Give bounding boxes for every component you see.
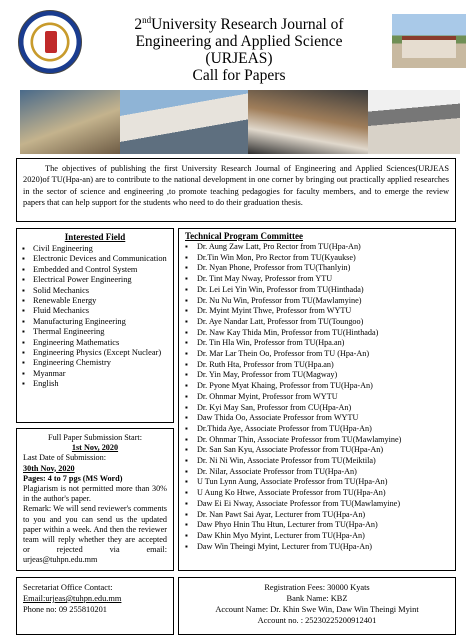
account-name: Account Name: Dr. Khin Swe Win, Daw Win Theingi Myint <box>215 605 419 614</box>
field-item: ▪ Renewable Energy <box>21 296 169 306</box>
contact-phone: Phone no: 09 255810201 <box>23 605 107 614</box>
committee-member: ▪ Dr.Tin Win Mon, Pro Rector from TU(Kyaukse) <box>183 253 451 264</box>
objective-text: The objectives of publishing the first University Research Journal of Engineering and Applied Sciences(URJEAS 2020)of TU(Hpa-an) are to contribute to the national development in one corner by bringing out practically applied researches in the sector of science and engineering ,to promote teaching pedagogies for faculty members, and to emerge the review papers that can help support for the students who need to do their graduation thesis. <box>16 158 456 222</box>
header <box>0 0 474 88</box>
committee-member: ▪ Dr. Aye Nandar Latt, Professor from TU(Toungoo) <box>183 317 451 328</box>
field-item: ▪ Myanmar <box>21 369 169 379</box>
committee-member: ▪ Daw Win Theingi Myint, Lecturer from TU(Hpa-An) <box>183 542 451 553</box>
field-item: ▪ Civil Engineering <box>21 244 169 254</box>
submission-dates-box <box>16 428 174 571</box>
committee-member: ▪ Dr. Yin May, Professor from TU(Magway) <box>183 370 451 381</box>
field-item: ▪ Electronic Devices and Communication <box>21 254 169 264</box>
committee-member: ▪ Dr. Nilar, Associate Professor from TU(Hpa-An) <box>183 467 451 478</box>
start-label: Full Paper Submission Start: <box>48 433 142 442</box>
committee-member: ▪ Daw Ei Ei Nway, Associate Professor from TU(Mawlamyine) <box>183 499 451 510</box>
field-item: ▪ Thermal Engineering <box>21 327 169 337</box>
title-line-2: Engineering and Applied Science <box>135 33 343 51</box>
title-line-3: (URJEAS) <box>205 50 273 68</box>
committee-member: ▪ Dr. San San Kyu, Associate Professor from TU(Hpa-An) <box>183 445 451 456</box>
committee-member: ▪ Dr.Thida Aye, Associate Professor from TU(Hpa-An) <box>183 424 451 435</box>
photo-strip <box>20 90 460 154</box>
committee-member: ▪ Dr. Tint May Nway, Professor from YTU <box>183 274 451 285</box>
field-item: ▪ English <box>21 379 169 389</box>
committee-member: ▪ Dr. Ohnmar Myint, Professor from WYTU <box>183 392 451 403</box>
contact-email[interactable]: Email:urjeas@tuhpn.edu.mm <box>23 594 122 603</box>
committee-list <box>183 242 451 552</box>
field-item: ▪ Embedded and Control System <box>21 265 169 275</box>
page-limit: Pages: 4 to 7 pgs (MS Word) <box>23 473 123 483</box>
committee-member: ▪ Dr. Naw Kay Thida Min, Professor from TU(Hinthada) <box>183 328 451 339</box>
contact-title: Secretariat Office Contact: <box>23 583 113 592</box>
field-item: ▪ Manufacturing Engineering <box>21 317 169 327</box>
last-date: 30th Nov, 2020 <box>23 463 75 473</box>
committee-member: ▪ Dr. Nan Pawt Sai Ayar, Lecturer from TU(Hpa-An) <box>183 510 451 521</box>
interested-field-title: Interested Field <box>64 232 126 242</box>
classroom-photo <box>368 90 460 154</box>
title-line-4: Call for Papers <box>192 67 286 85</box>
field-item: ▪ Fluid Mechanics <box>21 306 169 316</box>
last-date-label: Last Date of Submission: <box>23 453 107 463</box>
committee-member: ▪ Dr. Aung Zaw Latt, Pro Rector from TU(Hpa-An) <box>183 242 451 253</box>
students-photo-2 <box>120 90 248 154</box>
committee-title: Technical Program Committee <box>185 231 303 241</box>
interested-field-box <box>16 228 174 423</box>
committee-member: ▪ Dr. Ni Ni Win, Associate Professor from TU(Meiktila) <box>183 456 451 467</box>
committee-member: ▪ U Tun Lynn Aung, Associate Professor from TU(Hpa-An) <box>183 477 451 488</box>
field-item: ▪ Engineering Physics (Except Nuclear) <box>21 348 169 358</box>
start-date: 1st Nov, 2020 <box>71 443 119 453</box>
committee-member: ▪ Dr. Pyone Myat Khaing, Professor from TU(Hpa-An) <box>183 381 451 392</box>
field-item: ▪ Engineering Mathematics <box>21 338 169 348</box>
university-logo <box>18 10 82 74</box>
committee-member: ▪ Dr. Ruth Hta, Professor from TU(Hpa.an) <box>183 360 451 371</box>
interested-field-list <box>21 244 169 390</box>
campus-photo <box>392 14 466 68</box>
lab-photo <box>248 90 368 154</box>
remark-note: Remark: We will send reviewer's comments to you and you can send us the updated paper within a week. And then the reviewer team will reply whether they are accepted or rejected via email: urjeas@tuhpn.edu.mm <box>23 504 167 565</box>
account-number: Account no. : 25230225200912401 <box>257 616 377 625</box>
students-photo-1 <box>20 90 120 154</box>
field-item: ▪ Electrical Power Engineering <box>21 275 169 285</box>
committee-member: ▪ Dr. Kyi May San, Professor from CU(Hpa-An) <box>183 403 451 414</box>
committee-member: ▪ Dr. Myint Myint Thwe, Professor from WYTU <box>183 306 451 317</box>
plagiarism-note: Plagiarism is not permitted more than 30% in the author's paper. <box>23 484 167 504</box>
fees-box <box>178 577 456 635</box>
registration-fee: Registration Fees: 30000 Kyats <box>264 583 370 592</box>
committee-member: ▪ U Aung Ko Htwe, Associate Professor from TU(Hpa-An) <box>183 488 451 499</box>
contact-box <box>16 577 174 635</box>
committee-member: ▪ Dr. Lei Lei Yin Win, Professor from TU(Hinthada) <box>183 285 451 296</box>
committee-box <box>178 228 456 571</box>
page-title <box>94 12 384 84</box>
committee-member: ▪ Daw Thida Oo, Associate Professor from WYTU <box>183 413 451 424</box>
committee-member: ▪ Dr. Tin Hla Win, Professor from TU(Hpa.an) <box>183 338 451 349</box>
title-line-1: 2ndUniversity Research Journal of <box>134 15 344 34</box>
committee-member: ▪ Daw Khin Myo Myint, Lecturer from TU(Hpa-An) <box>183 531 451 542</box>
committee-member: ▪ Dr. Nu Nu Win, Professor from TU(Mawlamyine) <box>183 296 451 307</box>
committee-member: ▪ Daw Phyo Hnin Thu Htun, Lecturer from TU(Hpa-An) <box>183 520 451 531</box>
bank-name: Bank Name: KBZ <box>286 594 348 603</box>
committee-member: ▪ Dr. Mar Lar Thein Oo, Professor from TU (Hpa-An) <box>183 349 451 360</box>
field-item: ▪ Solid Mechanics <box>21 286 169 296</box>
committee-member: ▪ Dr. Nyan Phone, Professor from TU(Thanlyin) <box>183 263 451 274</box>
field-item: ▪ Engineering Chemistry <box>21 358 169 368</box>
committee-member: ▪ Dr. Ohnmar Thin, Associate Professor from TU(Mawlamyine) <box>183 435 451 446</box>
